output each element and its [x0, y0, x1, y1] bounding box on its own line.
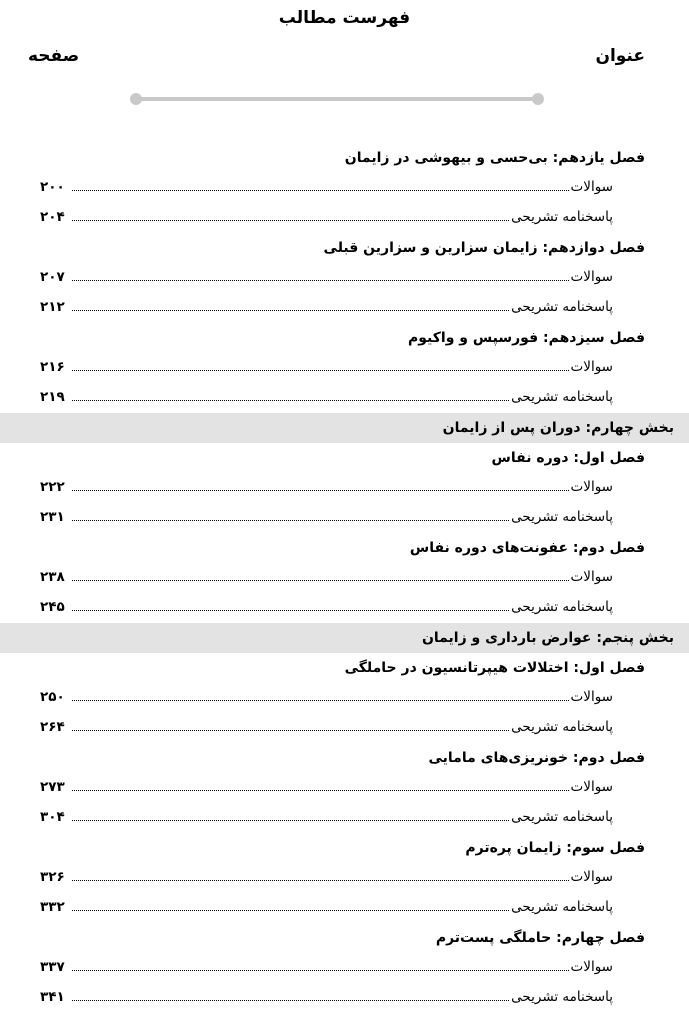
dot-leader [72, 579, 613, 581]
toc-entry-page: ۳۳۲ [40, 899, 65, 915]
dot-leader [72, 189, 613, 191]
dot-leader [72, 489, 613, 491]
toc-entry-label: پاسخنامه تشریحی [511, 209, 613, 225]
toc-entry-page: ۲۲۲ [40, 479, 65, 495]
toc-entry[interactable] [0, 773, 689, 803]
toc-entry-page: ۳۰۴ [40, 809, 65, 825]
toc-entry[interactable] [0, 203, 689, 233]
dot-leader [72, 279, 613, 281]
toc-entry-label: سوالات [570, 959, 613, 975]
toc-part-heading[interactable]: بخش پنجم: عوارض بارداری و زایمان [0, 623, 689, 653]
toc-entry-page: ۲۱۲ [40, 299, 65, 315]
toc-entry[interactable] [0, 983, 689, 1013]
toc-entry-page: ۲۴۵ [40, 599, 65, 615]
toc-entry[interactable] [0, 353, 689, 383]
toc-chapter-heading[interactable]: فصل سوم: زایمان پره‌ترم [465, 840, 645, 856]
toc-entry-page: ۳۳۷ [40, 959, 65, 975]
toc-entry[interactable] [0, 893, 689, 923]
dot-leader [72, 699, 613, 701]
toc-entry-label: سوالات [570, 869, 613, 885]
toc-entry-page: ۲۰۰ [40, 179, 65, 195]
toc-entry[interactable] [0, 593, 689, 623]
toc-entry-label: پاسخنامه تشریحی [511, 509, 613, 525]
toc-entry-page: ۳۴۱ [40, 989, 65, 1005]
table-of-contents [0, 143, 689, 1013]
toc-chapter-heading[interactable]: فصل دوم: عفونت‌های دوره نفاس [409, 540, 645, 556]
toc-entry-label: سوالات [570, 359, 613, 375]
toc-entry-label: پاسخنامه تشریحی [511, 719, 613, 735]
toc-entry[interactable] [0, 383, 689, 413]
toc-entry-label: پاسخنامه تشریحی [511, 989, 613, 1005]
toc-entry-label: سوالات [570, 479, 613, 495]
toc-chapter-heading[interactable]: فصل دوم: خونریزی‌های مامایی [428, 750, 645, 766]
toc-entry-label: پاسخنامه تشریحی [511, 809, 613, 825]
column-header-title: عنوان [595, 46, 645, 66]
dot-leader [72, 969, 613, 971]
toc-entry-page: ۲۱۹ [40, 389, 65, 405]
toc-entry-page: ۲۷۳ [40, 779, 65, 795]
toc-entry-label: پاسخنامه تشریحی [511, 599, 613, 615]
toc-entry-label: سوالات [570, 269, 613, 285]
toc-entry[interactable] [0, 293, 689, 323]
toc-entry[interactable] [0, 563, 689, 593]
toc-entry-label: پاسخنامه تشریحی [511, 389, 613, 405]
header-divider [136, 97, 538, 101]
toc-entry-page: ۲۱۶ [40, 359, 65, 375]
toc-entry-label: سوالات [570, 779, 613, 795]
toc-entry-page: ۳۲۶ [40, 869, 65, 885]
toc-entry-label: پاسخنامه تشریحی [511, 899, 613, 915]
toc-entry-label: سوالات [570, 569, 613, 585]
toc-chapter-heading[interactable]: فصل یازدهم: بی‌حسی و بیهوشی در زایمان [344, 150, 645, 166]
dot-leader [72, 789, 613, 791]
dot-leader [72, 369, 613, 371]
toc-entry-page: ۲۰۴ [40, 209, 65, 225]
toc-entry-label: پاسخنامه تشریحی [511, 299, 613, 315]
toc-entry[interactable] [0, 863, 689, 893]
toc-part-heading[interactable]: بخش چهارم: دوران پس از زایمان [0, 413, 689, 443]
toc-entry[interactable] [0, 953, 689, 983]
toc-chapter-heading[interactable]: فصل اول: اختلالات هیپرتانسیون در حاملگی [344, 660, 645, 676]
toc-chapter-heading[interactable]: فصل سیزدهم: فورسپس و واکیوم [408, 330, 645, 346]
toc-entry-page: ۲۳۱ [40, 509, 65, 525]
toc-entry-label: سوالات [570, 689, 613, 705]
toc-entry[interactable] [0, 503, 689, 533]
toc-entry[interactable] [0, 263, 689, 293]
toc-chapter-heading[interactable]: فصل اول: دوره نفاس [491, 450, 645, 466]
toc-entry-label: سوالات [570, 179, 613, 195]
toc-entry[interactable] [0, 713, 689, 743]
dot-leader [72, 879, 613, 881]
toc-entry-page: ۲۶۴ [40, 719, 65, 735]
toc-entry-page: ۲۰۷ [40, 269, 65, 285]
page-title: فهرست مطالب [278, 8, 411, 28]
toc-entry-page: ۲۳۸ [40, 569, 65, 585]
toc-chapter-heading[interactable]: فصل چهارم: حاملگی پست‌ترم [435, 930, 645, 946]
toc-entry[interactable] [0, 173, 689, 203]
toc-entry[interactable] [0, 683, 689, 713]
toc-chapter-heading[interactable]: فصل دوازدهم: زایمان سزارین و سزارین قبلی [323, 240, 645, 256]
toc-entry-page: ۲۵۰ [40, 689, 65, 705]
toc-entry[interactable] [0, 803, 689, 833]
column-header-page: صفحه [28, 46, 80, 66]
toc-entry[interactable] [0, 473, 689, 503]
